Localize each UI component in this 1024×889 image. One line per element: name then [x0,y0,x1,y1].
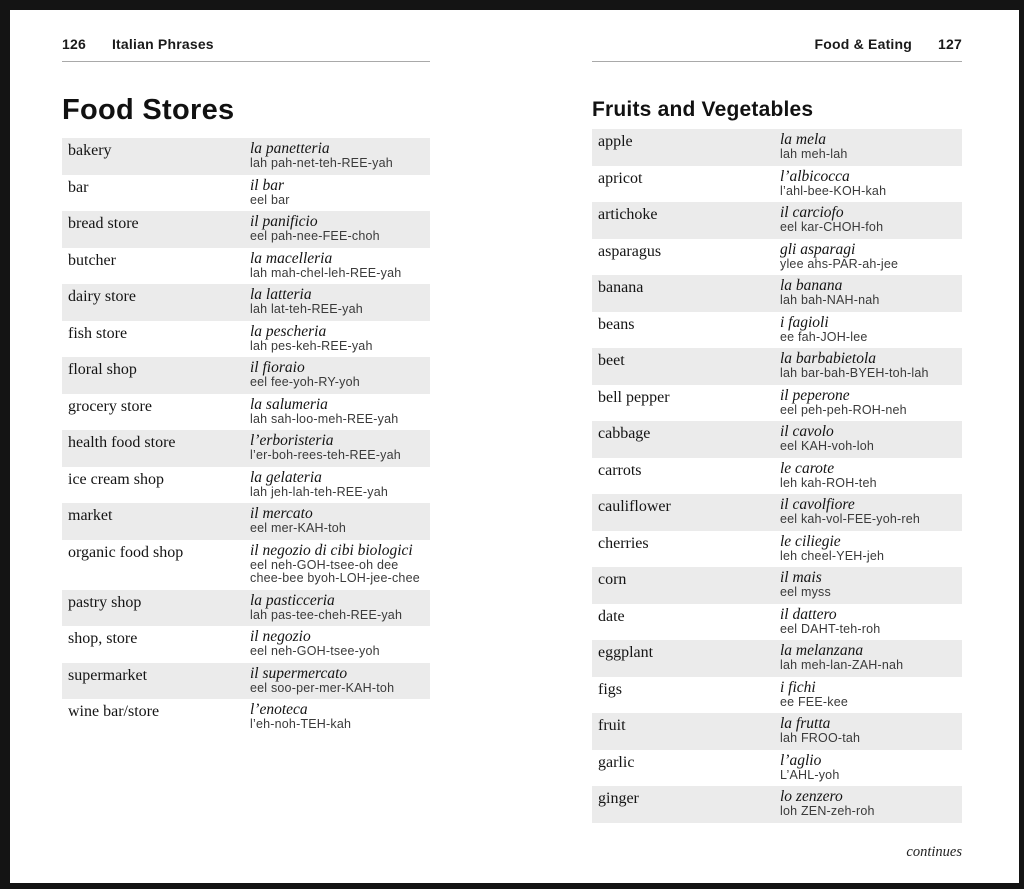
italian-phrase: la banana [780,277,843,294]
translation-cell [780,424,956,454]
pronunciation: lah bar-bah-BYEH-toh-lah [780,366,929,380]
table-row [62,284,430,321]
right-page [592,10,962,861]
translation-cell [250,251,424,281]
table-row [62,211,430,248]
english-term: asparagus [598,242,662,260]
pronunciation: eel bar [250,192,290,207]
english-term: date [598,607,625,625]
translation-cell [250,470,424,500]
english-term: cauliflower [598,498,671,515]
english-term: artichoke [598,206,658,223]
table-row [592,786,962,823]
english-term: bar [68,178,89,196]
english-term: banana [598,279,644,296]
pronunciation: eel peh-peh-ROH-neh [780,402,907,417]
italian-phrase: la barbabietola [780,350,877,367]
translation-cell [780,351,956,381]
table-row [62,175,430,212]
pronunciation: lah pah-net-teh-REE-yah [250,156,393,170]
english-term: ice cream shop [68,470,164,488]
table-row [62,503,430,540]
table-row [62,590,430,627]
right-section-title: Fruits and Vegetables [592,98,814,121]
pronunciation: eel kah-vol-FEE-yoh-reh [780,512,921,526]
translation-cell [780,497,956,527]
continues-note: continues [906,843,962,860]
pronunciation: lah pes-keh-REE-yah [250,338,373,353]
translation-cell [250,178,424,208]
right-running-head-label: Food & Eating [814,36,913,52]
translation-cell [250,543,424,586]
left-page [62,10,430,736]
table-row [592,567,962,604]
pronunciation: ee FEE-kee [780,694,849,709]
italian-phrase: la pasticceria [250,591,335,609]
italian-phrase: la latteria [250,286,312,303]
pronunciation: eel neh-GOH-tsee-oh dee chee-bee byoh-LOH-jee-chee [250,557,420,585]
italian-phrase: gli asparagi [780,240,856,258]
pronunciation: eel DAHT-teh-roh [780,621,881,636]
english-term: butcher [68,251,116,269]
table-row [62,540,430,590]
table-row [592,421,962,458]
translation-cell [780,716,956,746]
english-term: market [68,507,113,524]
english-term: cabbage [598,425,651,442]
translation-cell [250,360,424,390]
translation-cell [780,242,956,272]
table-row [62,321,430,358]
translation-cell [250,506,424,536]
pronunciation: lah pas-tee-cheh-REE-yah [250,607,403,622]
pronunciation: loh ZEN-zeh-roh [780,804,875,818]
table-row [592,275,962,312]
italian-phrase: il supermercato [250,664,348,682]
translation-cell [780,534,956,564]
italian-phrase: l’aglio [780,751,822,769]
table-row [592,202,962,239]
table-row [592,166,962,203]
italian-phrase: l’enoteca [250,701,308,718]
italian-phrase: la panetteria [250,140,330,157]
pronunciation: lah lat-teh-REE-yah [250,302,363,316]
english-term: apple [598,133,633,150]
table-row [592,458,962,495]
italian-phrase: il carciofo [780,204,844,221]
italian-phrase: la macelleria [250,249,333,267]
translation-cell [250,287,424,317]
english-term: ginger [598,790,639,807]
italian-phrase: l’albicocca [780,167,850,185]
translation-cell [780,570,956,600]
italian-phrase: il bar [250,176,285,194]
translation-cell [250,702,424,732]
italian-phrase: il negozio [250,628,311,645]
english-term: bread store [68,215,139,232]
italian-phrase: la mela [780,131,827,148]
english-term: cherries [598,534,649,552]
english-term: floral shop [68,361,137,378]
english-term: carrots [598,461,642,479]
table-row [592,312,962,349]
table-row [592,677,962,714]
right-page-number: 127 [938,36,962,52]
italian-phrase: il cavolo [780,423,834,440]
table-row [592,385,962,422]
table-row [592,348,962,385]
english-term: beet [598,352,625,369]
italian-phrase: il dattero [780,605,837,623]
translation-cell [780,680,956,710]
translation-cell [250,397,424,427]
pronunciation: lah meh-lah [780,147,848,161]
italian-phrase: la gelateria [250,468,322,486]
table-row [592,604,962,641]
table-row [592,750,962,787]
english-term: health food store [68,434,176,451]
left-section-title: Food Stores [62,94,235,126]
pronunciation: lah jeh-lah-teh-REE-yah [250,484,388,499]
italian-phrase: il negozio di cibi biologici [250,541,413,559]
pronunciation: eel soo-per-mer-KAH-toh [250,680,395,695]
english-term: grocery store [68,397,152,415]
table-row [62,699,430,736]
table-row [62,357,430,394]
english-term: corn [598,571,627,588]
pronunciation: eel pah-nee-FEE-choh [250,229,380,243]
translation-cell [780,169,956,199]
italian-phrase: il peperone [780,386,850,404]
italian-phrase: la melanzana [780,642,864,659]
translation-cell [780,132,956,162]
translation-cell [780,607,956,637]
left-running-head [62,36,430,62]
book-spread [10,10,1019,883]
translation-cell [780,753,956,783]
italian-phrase: il mercato [250,505,313,522]
italian-phrase: la frutta [780,715,831,732]
table-row [592,640,962,677]
english-term: pastry shop [68,593,142,611]
translation-cell [250,433,424,463]
translation-cell [780,278,956,308]
table-row [592,239,962,276]
right-running-head [592,36,962,62]
table-row [592,713,962,750]
pronunciation: eel KAH-voh-loh [780,439,875,453]
pronunciation: lah bah-NAH-nah [780,293,880,307]
pronunciation: eel fee-yoh-RY-yoh [250,375,360,389]
italian-phrase: l’erboristeria [250,432,334,449]
english-term: bell pepper [598,388,670,406]
italian-phrase: le carote [780,459,835,477]
pronunciation: lah mah-chel-leh-REE-yah [250,265,402,280]
table-row [592,531,962,568]
italian-phrase: i fichi [780,678,816,696]
italian-phrase: il cavolfiore [780,496,855,513]
italian-phrase: il fioraio [250,359,305,376]
pronunciation: eel kar-CHOH-foh [780,220,884,234]
table-row [62,248,430,285]
table-row [62,626,430,663]
pronunciation: leh cheel-YEH-jeh [780,548,885,563]
pronunciation: lah FROO-tah [780,731,861,745]
italian-phrase: il panificio [250,213,318,230]
translation-cell [250,324,424,354]
english-term: fruit [598,717,626,734]
pronunciation: eel myss [780,585,831,599]
italian-phrase: la salumeria [250,395,328,413]
translation-cell [780,461,956,491]
table-row [62,467,430,504]
english-term: apricot [598,169,643,187]
fruits-vegetables-table [592,129,962,823]
italian-phrase: la pescheria [250,322,327,340]
english-term: organic food shop [68,543,184,561]
pronunciation: l’eh-noh-TEH-kah [250,717,352,731]
italian-phrase: lo zenzero [780,788,843,805]
english-term: beans [598,315,635,333]
translation-cell [780,205,956,235]
pronunciation: lah sah-loo-meh-REE-yah [250,411,399,426]
pronunciation: L’AHL-yoh [780,767,840,782]
english-term: eggplant [598,644,654,661]
table-row [62,663,430,700]
pronunciation: l’ahl-bee-KOH-kah [780,183,887,198]
italian-phrase: i fagioli [780,313,829,331]
english-term: bakery [68,142,112,159]
translation-cell [250,141,424,171]
translation-cell [250,593,424,623]
food-stores-table [62,138,430,736]
pronunciation: lah meh-lan-ZAH-nah [780,658,904,672]
english-term: shop, store [68,630,138,647]
left-running-head-label: Italian Phrases [111,36,214,52]
translation-cell [780,789,956,819]
italian-phrase: le ciliegie [780,532,841,550]
table-row [592,494,962,531]
english-term: fish store [68,324,128,342]
italian-phrase: il mais [780,569,822,586]
english-term: dairy store [68,288,136,305]
table-row [62,394,430,431]
pronunciation: eel mer-KAH-toh [250,521,347,535]
translation-cell [250,666,424,696]
translation-cell [780,643,956,673]
pronunciation: ee fah-JOH-lee [780,329,868,344]
translation-cell [780,315,956,345]
english-term: garlic [598,753,635,771]
left-page-number: 126 [62,36,86,52]
pronunciation: ylee ahs-PAR-ah-jee [780,256,899,271]
pronunciation: eel neh-GOH-tsee-yoh [250,644,380,658]
translation-cell [250,629,424,659]
translation-cell [250,214,424,244]
table-row [62,430,430,467]
translation-cell [780,388,956,418]
english-term: supermarket [68,666,148,684]
english-term: wine bar/store [68,703,160,720]
english-term: figs [598,680,622,698]
table-row [62,138,430,175]
pronunciation: l’er-boh-rees-teh-REE-yah [250,448,401,462]
table-row [592,129,962,166]
pronunciation: leh kah-ROH-teh [780,475,877,490]
